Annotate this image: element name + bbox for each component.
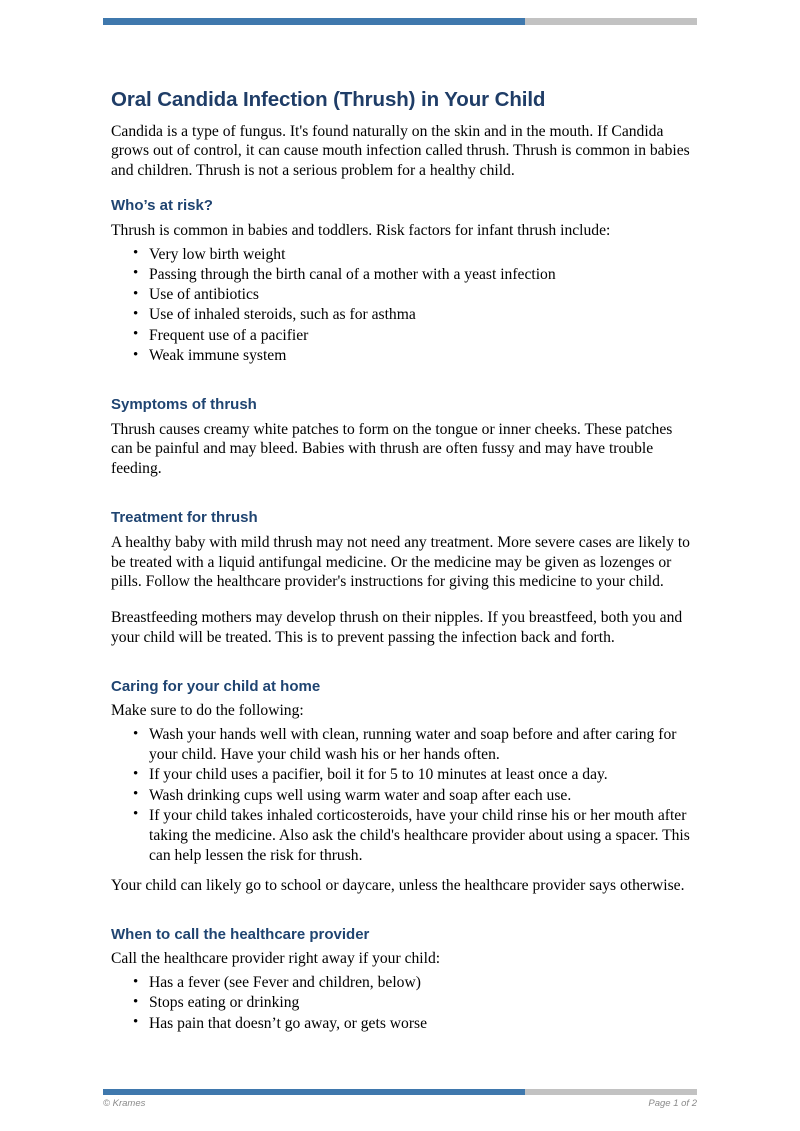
page-title: Oral Candida Infection (Thrush) in Your Child [111, 88, 546, 111]
list-item: • Wash your hands well with clean, running water and soap before and after caring for your child. Have your child wash his or her hands often. [149, 725, 697, 765]
section-heading-when-to-call: When to call the healthcare provider [111, 925, 370, 943]
risk-bullet-list [111, 245, 697, 366]
list-item: • If your child uses a pacifier, boil it for 5 to 10 minutes at least once a day. [149, 765, 697, 785]
section-heading-symptoms: Symptoms of thrush [111, 395, 257, 413]
spacer [111, 866, 697, 876]
list-item: • If your child takes inhaled corticosteroids, have your child rinse his or her mouth after taking the medicine. Also ask the child's healthcare provider about using a spacer. This can help lessen the risk for thrush. [149, 806, 697, 865]
bottom-progress-rule [103, 1089, 697, 1095]
home-care-intro-paragraph: Make sure to do the following: [111, 702, 304, 720]
symptoms-paragraph: Thrush causes creamy white patches to form on the tongue or inner cheeks. These patches can be painful and may bleed. Babies with thrush are often fussy and may have trouble feeding. [111, 420, 673, 478]
list-item: • Has a fever (see Fever and children, below) [149, 973, 697, 993]
list-item: • Wash drinking cups well using warm water and soap after each use. [149, 786, 697, 806]
section-heading-risk: Who’s at risk? [111, 196, 213, 214]
section-heading-treatment: Treatment for thrush [111, 508, 258, 526]
list-item: • Weak immune system [149, 346, 697, 366]
section-heading-home-care: Caring for your child at home [111, 677, 321, 695]
when-to-call-intro-paragraph: Call the healthcare provider right away if your child: [111, 950, 441, 968]
list-item: • Frequent use of a pacifier [149, 326, 697, 346]
treatment-paragraph-1: A healthy baby with mild thrush may not need any treatment. More severe cases are likely to be treated with a liquid antifungal medicine. Or the medicine may be given as lozenges or pills. Follow the healthcare provider's instructions for giving this medicine to your child. [111, 533, 690, 591]
page-footer [103, 1098, 697, 1109]
top-progress-rule [103, 18, 697, 25]
list-item: • Passing through the birth canal of a mother with a yeast infection [149, 265, 697, 285]
copyright-text: © Krames [103, 1098, 146, 1109]
list-item: • Has pain that doesn’t go away, or gets worse [149, 1014, 697, 1034]
risk-intro-paragraph: Thrush is common in babies and toddlers. Risk factors for infant thrush include: [111, 221, 611, 239]
when-to-call-bullet-list [111, 973, 697, 1033]
list-item: • Very low birth weight [149, 245, 697, 265]
list-item: • Stops eating or drinking [149, 993, 697, 1013]
top-rule-grey-segment [525, 18, 697, 25]
home-care-closing-paragraph: Your child can likely go to school or daycare, unless the healthcare provider says otherwise. [111, 876, 685, 894]
bottom-rule-grey-segment [525, 1089, 697, 1095]
treatment-paragraph-2: Breastfeeding mothers may develop thrush on their nipples. If you breastfeed, both you and your child will be treated. This is to prevent passing the infection back and forth. [111, 609, 683, 646]
intro-paragraph: Candida is a type of fungus. It's found naturally on the skin and in the mouth. If Candida grows out of control, it can cause mouth infection called thrush. Thrush is common in babies and children. Thrush is not a serious problem for a healthy child. [111, 122, 690, 180]
list-item: • Use of antibiotics [149, 285, 697, 305]
page-number: Page 1 of 2 [648, 1098, 697, 1109]
document-content [111, 88, 697, 1034]
home-care-bullet-list [111, 725, 697, 865]
list-item: • Use of inhaled steroids, such as for asthma [149, 305, 697, 325]
bottom-rule-blue-segment [103, 1089, 525, 1095]
top-rule-blue-segment [103, 18, 525, 25]
